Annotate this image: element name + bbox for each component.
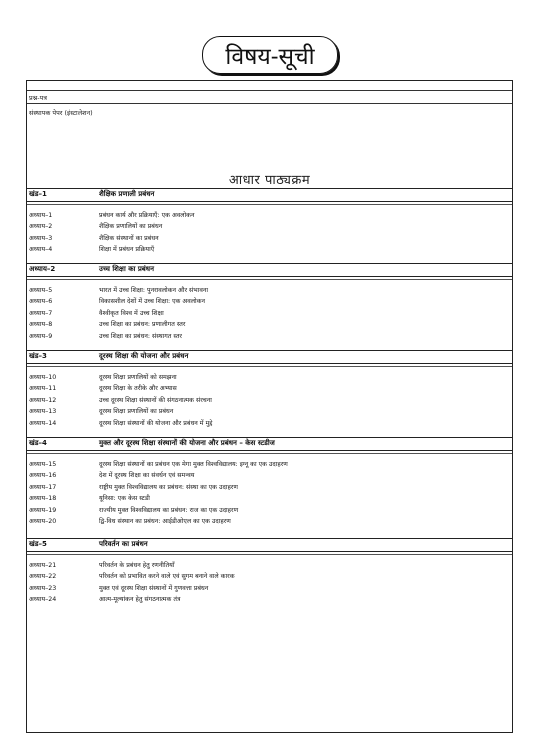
section-key: खंड–5: [29, 540, 47, 548]
list-item: [27, 220, 512, 231]
section: [27, 437, 512, 526]
section-title: शैक्षिक प्रणाली प्रबंधन: [99, 190, 155, 198]
chapter-key: अध्याय–1: [29, 212, 53, 219]
list-item: [27, 593, 512, 604]
chapter-key: अध्याय–10: [29, 374, 57, 381]
chapter-title: देश में दूरस्थ शिक्षा का संवर्धन एवं समन्वय: [99, 472, 195, 480]
divider: [27, 103, 512, 104]
section: [27, 350, 512, 428]
chapter-title: दूरस्थ शिक्षा प्रणालियों का प्रबंधन: [99, 408, 174, 416]
section-header: [27, 538, 512, 552]
title-area: [0, 36, 540, 76]
chapter-title: दूरस्थ शिक्षा संस्थानों का प्रबंधन एक मेगा मुक्त विश्वविद्यालय: इग्नू का एक उदाहरण: [99, 461, 288, 468]
chapter-key: अध्याय–14: [29, 419, 57, 427]
item-list: [27, 364, 512, 428]
list-item: [27, 481, 512, 492]
chapter-key: अध्याय–12: [29, 396, 57, 404]
chapter-title: विकासशील देशों में उच्च शिक्षा: एक अवलोकन: [99, 298, 205, 306]
chapter-key: अध्याय–24: [29, 596, 57, 604]
section-title: परिवर्तन का प्रबंधन: [99, 540, 148, 548]
list-item: [27, 405, 512, 416]
list-item: [27, 394, 512, 405]
item-list: [27, 202, 512, 255]
list-item: [27, 330, 512, 341]
chapter-key: अध्याय–15: [29, 461, 57, 468]
chapter-title: परिवर्तन को प्रभावित करने वाले एवं सुगम बनाने वाले कारक: [99, 573, 235, 581]
syllabus-heading: आधार पाठ्यक्रम: [228, 173, 311, 188]
chapter-title: यूनिसा: एक केस स्टडी: [99, 495, 150, 503]
chapter-title: उच्च शिक्षा का प्रबंधन: प्रणालीगत स्तर: [99, 321, 186, 329]
chapter-key: अध्याय–11: [29, 385, 57, 393]
chapter-title: दूरस्थ शिक्षा के तरीके और अभ्यास: [99, 385, 177, 393]
chapter-title: राज्यीय मुक्त विश्वविद्यालय का प्रबंधन: राज का एक उदाहरण: [99, 506, 239, 514]
chapter-key: अध्याय–2: [29, 223, 53, 231]
list-item: [27, 469, 512, 480]
paper-label: प्रश्न-पत्र: [29, 94, 47, 102]
list-item: [27, 295, 512, 306]
chapter-key: अध्याय–17: [29, 483, 57, 491]
list-item: [27, 492, 512, 503]
item-list: [27, 451, 512, 526]
chapter-key: अध्याय–5: [29, 287, 53, 294]
chapter-title: वैश्वीकृत विश्व में उच्च शिक्षा: [99, 309, 164, 317]
list-item: [27, 504, 512, 515]
section-title: मुक्त और दूरस्थ शिक्षा संस्थानों की योजना और प्रबंधन – केस स्टडीज: [99, 439, 275, 447]
chapter-key: अध्याय–22: [29, 573, 57, 581]
section-title: उच्च शिक्षा का प्रबंधन: [99, 265, 154, 273]
chapter-key: अध्याय–13: [29, 408, 57, 416]
chapter-title: आत्म-मूल्यांकन हेतु संगठनात्मक तंत्र: [99, 596, 181, 604]
list-item: [27, 371, 512, 382]
list-item: [27, 458, 512, 469]
section-key: खंड–3: [29, 352, 47, 360]
list-item: [27, 307, 512, 318]
list-item: [27, 243, 512, 254]
chapter-title: राष्ट्रीय मुक्त विश्वविद्यालय का प्रबंधन: संस्था का एक उदाहरण: [99, 483, 238, 491]
chapter-key: अध्याय–23: [29, 584, 57, 592]
list-item: [27, 318, 512, 329]
section-key: खंड–1: [29, 190, 47, 198]
paper-note: संस्थापक पेपर (इंस्टालेशन): [29, 109, 93, 117]
chapter-title: शैक्षिक संस्थानों का प्रबंधन: [99, 234, 159, 242]
chapter-key: अध्याय–7: [29, 309, 53, 317]
section-header: [27, 350, 512, 364]
chapter-key: अध्याय–6: [29, 298, 53, 306]
list-item: [27, 417, 512, 428]
section: [27, 538, 512, 605]
chapter-key: अध्याय–21: [29, 562, 57, 569]
section-title: दूरस्थ शिक्षा की योजना और प्रबंधन: [99, 352, 189, 360]
chapter-key: अध्याय–19: [29, 506, 57, 514]
list-item: [27, 570, 512, 581]
list-item: [27, 232, 512, 243]
chapter-title: दूरस्थ शिक्षा संस्थानों की योजना और प्रबंधन में मुद्दे: [99, 419, 213, 427]
chapter-title: उच्च शिक्षा का प्रबंधन: संस्थागत स्तर: [99, 332, 183, 340]
section: [27, 263, 512, 341]
section-header: [27, 188, 512, 202]
chapter-title: परिवर्तन के प्रबंधन हेतु रणनीतियाँ: [99, 562, 175, 569]
chapter-key: अध्याय–16: [29, 472, 57, 480]
section-key: खंड–4: [29, 439, 47, 447]
chapter-key: अध्याय–8: [29, 321, 53, 329]
chapter-title: मुक्त एवं दूरस्थ शिक्षा संस्थानों में गुणवत्ता प्रबंधन: [99, 584, 209, 592]
chapter-title: शिक्षा में प्रबंधन प्रक्रियाएँ: [99, 246, 155, 254]
chapter-key: अध्याय–9: [29, 332, 53, 340]
divider: [27, 90, 512, 91]
list-item: [27, 209, 512, 220]
list-item: [27, 284, 512, 295]
section-key: अध्याय–2: [29, 265, 56, 273]
chapter-key: अध्याय–20: [29, 517, 57, 525]
section-header: [27, 437, 512, 451]
list-item: [27, 515, 512, 526]
list-item: [27, 582, 512, 593]
chapter-title: प्रबंधन कार्य और प्रक्रियाएँ: एक अवलोकन: [99, 212, 195, 219]
chapter-title: दूरस्थ शिक्षा प्रणालियों को समझना: [99, 374, 177, 381]
chapter-title: उच्च दूरस्थ शिक्षा संस्थानों की संगठनात्मक संरचना: [99, 396, 212, 404]
item-list: [27, 277, 512, 341]
list-item: [27, 382, 512, 393]
chapter-title: भारत में उच्च शिक्षा: पुनरावलोकन और संभावना: [99, 287, 208, 294]
contents-frame: [26, 80, 513, 733]
chapter-title: द्वि-विध संस्थान का प्रबंधन: आईडीओएल का एक उदाहरण: [99, 517, 231, 525]
item-list: [27, 552, 512, 605]
chapter-key: अध्याय–18: [29, 495, 57, 503]
chapter-key: अध्याय–3: [29, 234, 53, 242]
page-title: विषय-सूची: [202, 36, 337, 74]
section-header: [27, 263, 512, 277]
section: [27, 188, 512, 255]
list-item: [27, 559, 512, 570]
chapter-title: शैक्षिक प्रणालियों का प्रबंधन: [99, 223, 163, 231]
chapter-key: अध्याय–4: [29, 246, 53, 254]
